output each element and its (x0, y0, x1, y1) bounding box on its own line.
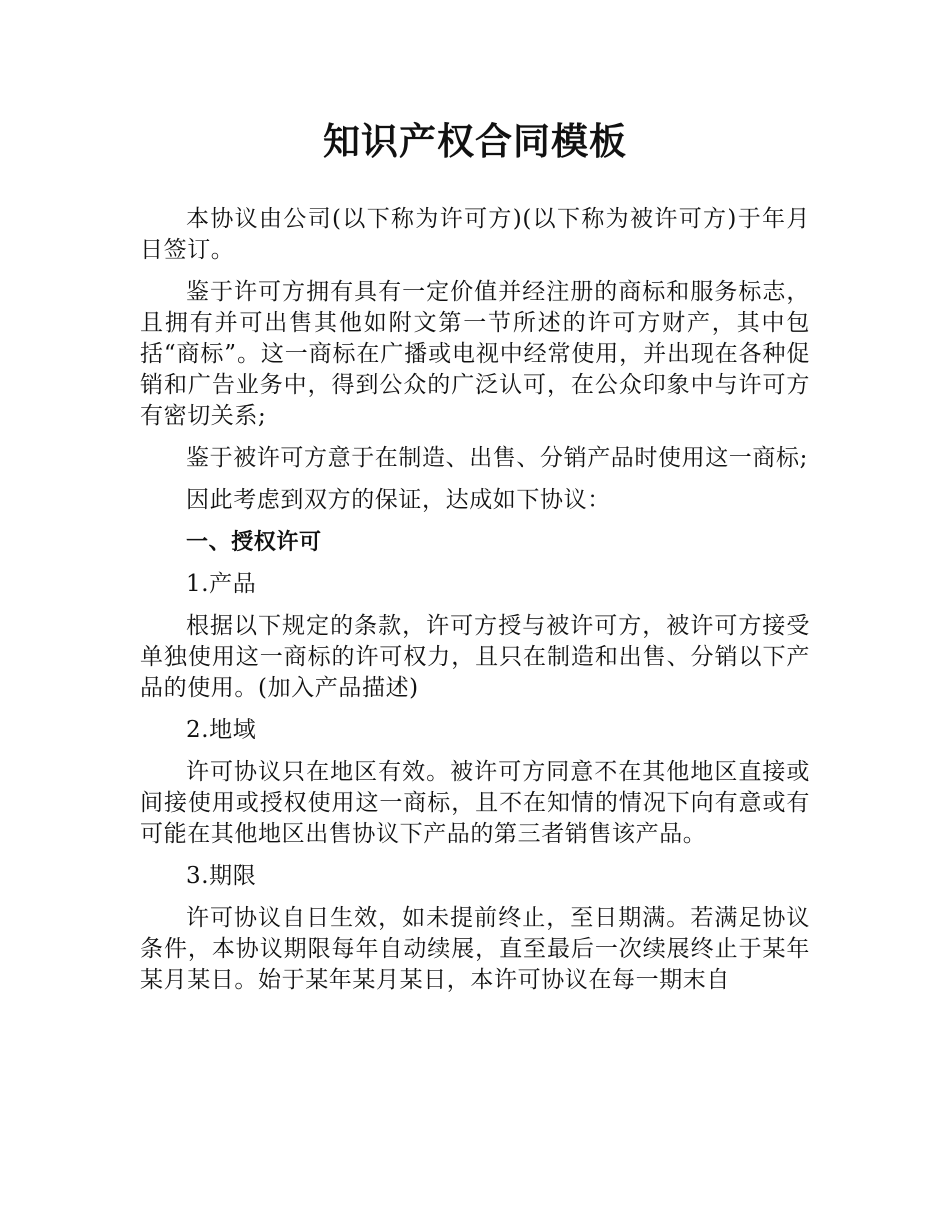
whereas-licensor-paragraph: 鉴于许可方拥有具有一定价值并经注册的商标和服务标志，且拥有并可出售其他如附文第一节所述的许可方财产，其中包括“商标”。这一商标在广播或电视中经常使用，并出现在各种促销和广告业务中，得到公众的广泛认可，在公众印象中与许可方有密切关系; (140, 279, 810, 429)
document-body (140, 204, 810, 996)
agreement-paragraph: 因此考虑到双方的保证，达成如下协议： (186, 487, 611, 513)
product-paragraph: 根据以下规定的条款，许可方授与被许可方，被许可方接受单独使用这一商标的许可权力，且只在制造和出售、分销以下产品的使用。(加入产品描述) (140, 613, 810, 701)
section-heading-grant: 一、授权许可 (186, 530, 322, 555)
territory-paragraph: 许可协议只在地区有效。被许可方同意不在其他地区直接或间接使用或授权使用这一商标，且不在知情的情况下向有意或有可能在其他地区出售协议下产品的第三者销售该产品。 (140, 759, 810, 847)
term-paragraph: 许可协议自日生效，如未提前终止，至日期满。若满足协议条件，本协议期限每年自动续展，直至最后一次续展终止于某年某月某日。始于某年某月某日，本许可协议在每一期末自 (140, 905, 810, 993)
intro-paragraph: 本协议由公司(以下称为许可方)(以下称为被许可方)于年月日签订。 (140, 206, 810, 263)
subheading-term: 3.期限 (186, 863, 257, 889)
document-content (140, 118, 810, 1007)
document-title: 知识产权合同模板 (323, 120, 627, 163)
whereas-licensee-paragraph: 鉴于被许可方意于在制造、出售、分销产品时使用这一商标; (186, 445, 808, 471)
subheading-territory: 2.地域 (186, 717, 257, 743)
subheading-product: 1.产品 (186, 571, 257, 597)
